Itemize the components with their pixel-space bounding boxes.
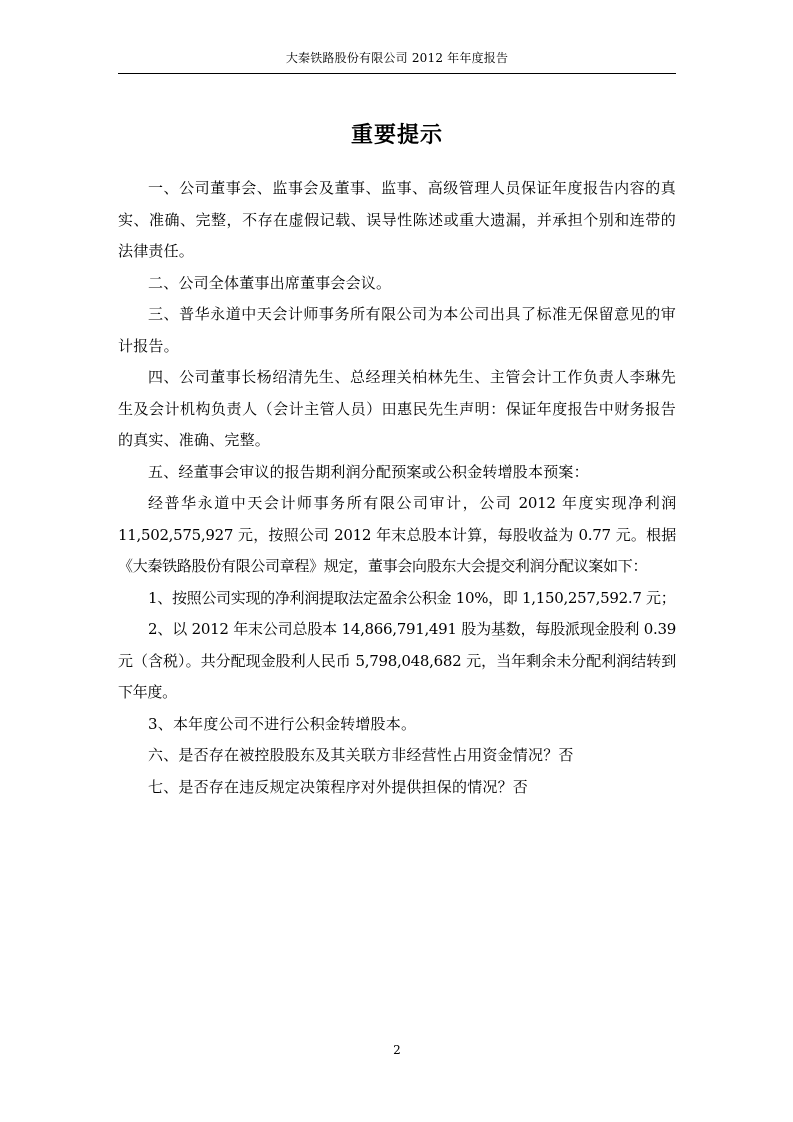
paragraph-4: 四、公司董事长杨绍清先生、总经理关柏林先生、主管会计工作负责人李琳先生及会计机构负责人（会计主管人员）田惠民先生声明：保证年度报告中财务报告的真实、准确、完整。: [118, 368, 676, 449]
header-divider: [118, 73, 676, 74]
page-number: 2: [393, 1043, 401, 1057]
paragraph-7: 1、按照公司实现的净利润提取法定盈余公积金 10%，即 1,150,257,592.7 元；: [148, 588, 676, 607]
paragraph-11: 七、是否存在违反规定决策程序对外提供担保的情况？否: [148, 777, 529, 796]
paragraph-1: 一、公司董事会、监事会及董事、监事、高级管理人员保证年度报告内容的真实、准确、完整，不存在虚假记载、误导性陈述或重大遗漏，并承担个别和连带的法律责任。: [118, 179, 676, 260]
page-header: 大秦铁路股份有限公司 2012 年年度报告: [285, 51, 509, 65]
paragraph-10: 六、是否存在被控股股东及其关联方非经营性占用资金情况？否: [148, 746, 574, 764]
section-heading: 重要提示: [350, 122, 443, 148]
paragraph-2: 二、公司全体董事出席董事会会议。: [148, 273, 392, 292]
document-body: [118, 173, 676, 803]
paragraph-6: 经普华永道中天会计师事务所有限公司审计，公司 2012 年度实现净利润11,502,575,927 元，按照公司 2012 年末总股本计算，每股收益为 0.77 元。根据《大秦铁路股份有限公司章程》规定，董事会向股东大会提交利润分配议案如下：: [118, 494, 676, 575]
paragraph-5: 五、经董事会审议的报告期利润分配预案或公积金转增股本预案：: [148, 462, 589, 481]
paragraph-3: 三、普华永道中天会计师事务所有限公司为本公司出具了标准无保留意见的审计报告。: [118, 305, 676, 355]
paragraph-9: 3、本年度公司不进行公积金转增股本。: [148, 714, 417, 733]
paragraph-8: 2、以 2012 年末公司总股本 14,866,791,491 股为基数，每股派现金股利 0.39 元（含税）。共分配现金股利人民币 5,798,048,682 元，当年剩余未分配利润结转到下年度。: [118, 620, 676, 701]
